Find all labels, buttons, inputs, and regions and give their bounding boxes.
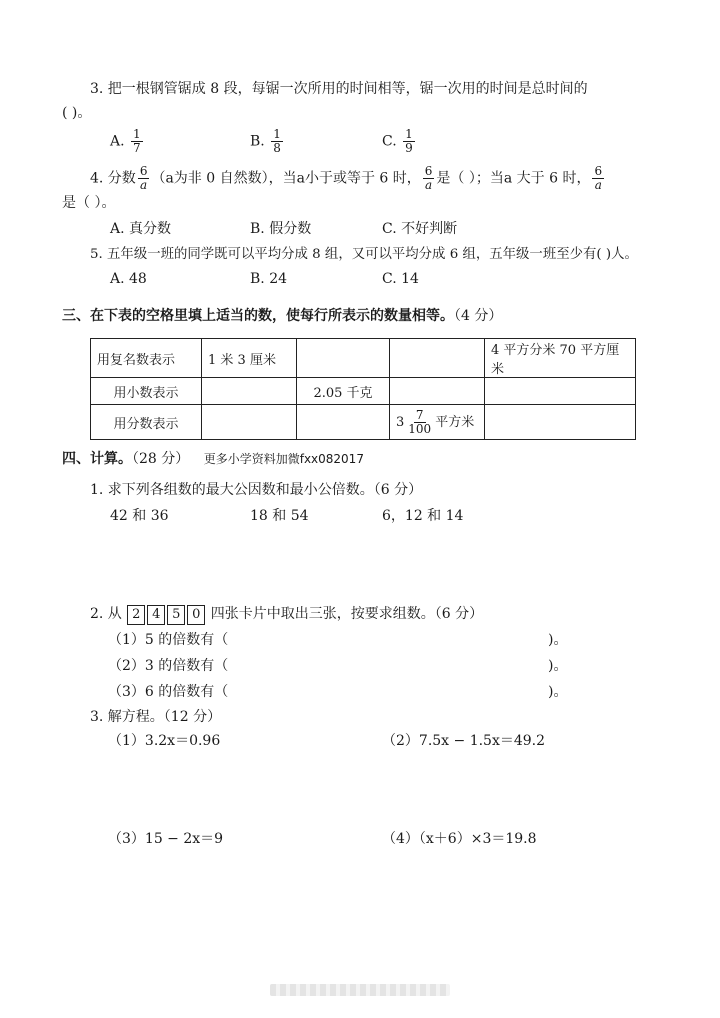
equation-1: （1）3.2x＝0.96 — [108, 733, 221, 749]
p2-close-2: )。 — [548, 658, 568, 674]
table-cell[interactable] — [485, 378, 636, 405]
q3-option-a: A. $\frac{1}{7}$ — [110, 127, 141, 155]
footer-watermark — [270, 984, 450, 996]
q3-blank: ( )。 — [62, 105, 92, 121]
table-cell[interactable] — [390, 378, 485, 405]
table-row-label: 用分数表示 — [91, 405, 202, 440]
q5-option-a: A. 48 — [110, 271, 147, 287]
q4-tail: 是（ ）。 — [62, 195, 116, 211]
digit-card: 4 — [147, 605, 165, 625]
q4-option-b: B. 假分数 — [250, 221, 312, 237]
q3-option-c: C. $\frac{1}{9}$ — [382, 127, 413, 155]
q5-option-c: C. 14 — [382, 271, 419, 287]
table-row-label: 用小数表示 — [91, 378, 202, 405]
p2-close-1: )。 — [548, 632, 568, 648]
conversion-table — [90, 338, 636, 440]
table-cell[interactable] — [297, 405, 390, 440]
q3-text: 3. 把一根钢管锯成 8 段，每锯一次所用的时间相等，锯一次用的时间是总时间的 — [90, 81, 588, 97]
q4-option-c: C. 不好判断 — [382, 221, 458, 237]
table-cell[interactable] — [297, 339, 390, 378]
table-cell[interactable] — [390, 339, 485, 378]
promo-note: 更多小学资料加微fxx082017 — [203, 452, 364, 466]
p2-close-3: )。 — [548, 684, 568, 700]
equation-3: （3）15 − 2x＝9 — [108, 831, 224, 847]
table-cell[interactable] — [485, 405, 636, 440]
q5-text: 5. 五年级一班的同学既可以平均分成 8 组，又可以平均分成 6 组，五年级一班至少有( )人。 — [90, 247, 638, 262]
section3-heading: 三、在下表的空格里填上适当的数，使每行所表示的数量相等。（4 分） — [62, 308, 503, 324]
equation-2: （2）7.5x − 1.5x＝49.2 — [382, 733, 546, 749]
q3-option-b: B. $\frac{1}{8}$ — [250, 127, 281, 155]
p1-group-2: 18 和 54 — [250, 508, 309, 524]
table-cell: 4 平方分米 70 平方厘米 — [485, 339, 636, 378]
digit-card: 5 — [167, 605, 185, 625]
section4-heading: 四、计算。（28 分） 更多小学资料加微fxx082017 — [62, 451, 364, 467]
p1-text: 1. 求下列各组数的最大公因数和最小公倍数。（6 分） — [90, 482, 423, 498]
p2-text: 2. 从 2 4 5 0 四张卡片中取出三张，按要求组数。（6 分） — [90, 604, 483, 625]
table-cell-mixed-fraction: 3 $\frac{7}{100}$ 平方米 — [390, 405, 485, 440]
table-cell[interactable] — [202, 378, 297, 405]
table-cell: 2.05 千克 — [297, 378, 390, 405]
p2-item-3: （3）6 的倍数有（ — [108, 684, 229, 700]
p2-item-1: （1）5 的倍数有（ — [108, 632, 229, 648]
p1-group-3: 6，12 和 14 — [382, 508, 464, 524]
table-cell[interactable] — [202, 405, 297, 440]
table-row-label: 用复名数表示 — [91, 339, 202, 378]
digit-card: 2 — [127, 605, 145, 625]
table-cell: 1 米 3 厘米 — [202, 339, 297, 378]
q4-option-a: A. 真分数 — [110, 221, 172, 237]
p1-group-1: 42 和 36 — [110, 508, 169, 524]
p3-text: 3. 解方程。（12 分） — [90, 709, 222, 725]
q4-text: 4. 分数 $\frac{6}{a}$ （a为非 0 自然数），当a小于或等于 6 时， $\frac{6}{a}$ 是（ ）；当a 大于 6 时， $\frac{6}{a}$ — [90, 164, 603, 192]
equation-4: （4）（x＋6）×3＝19.8 — [382, 831, 537, 847]
q5-option-b: B. 24 — [250, 271, 288, 287]
p2-item-2: （2）3 的倍数有（ — [108, 658, 229, 674]
digit-card: 0 — [187, 605, 205, 625]
